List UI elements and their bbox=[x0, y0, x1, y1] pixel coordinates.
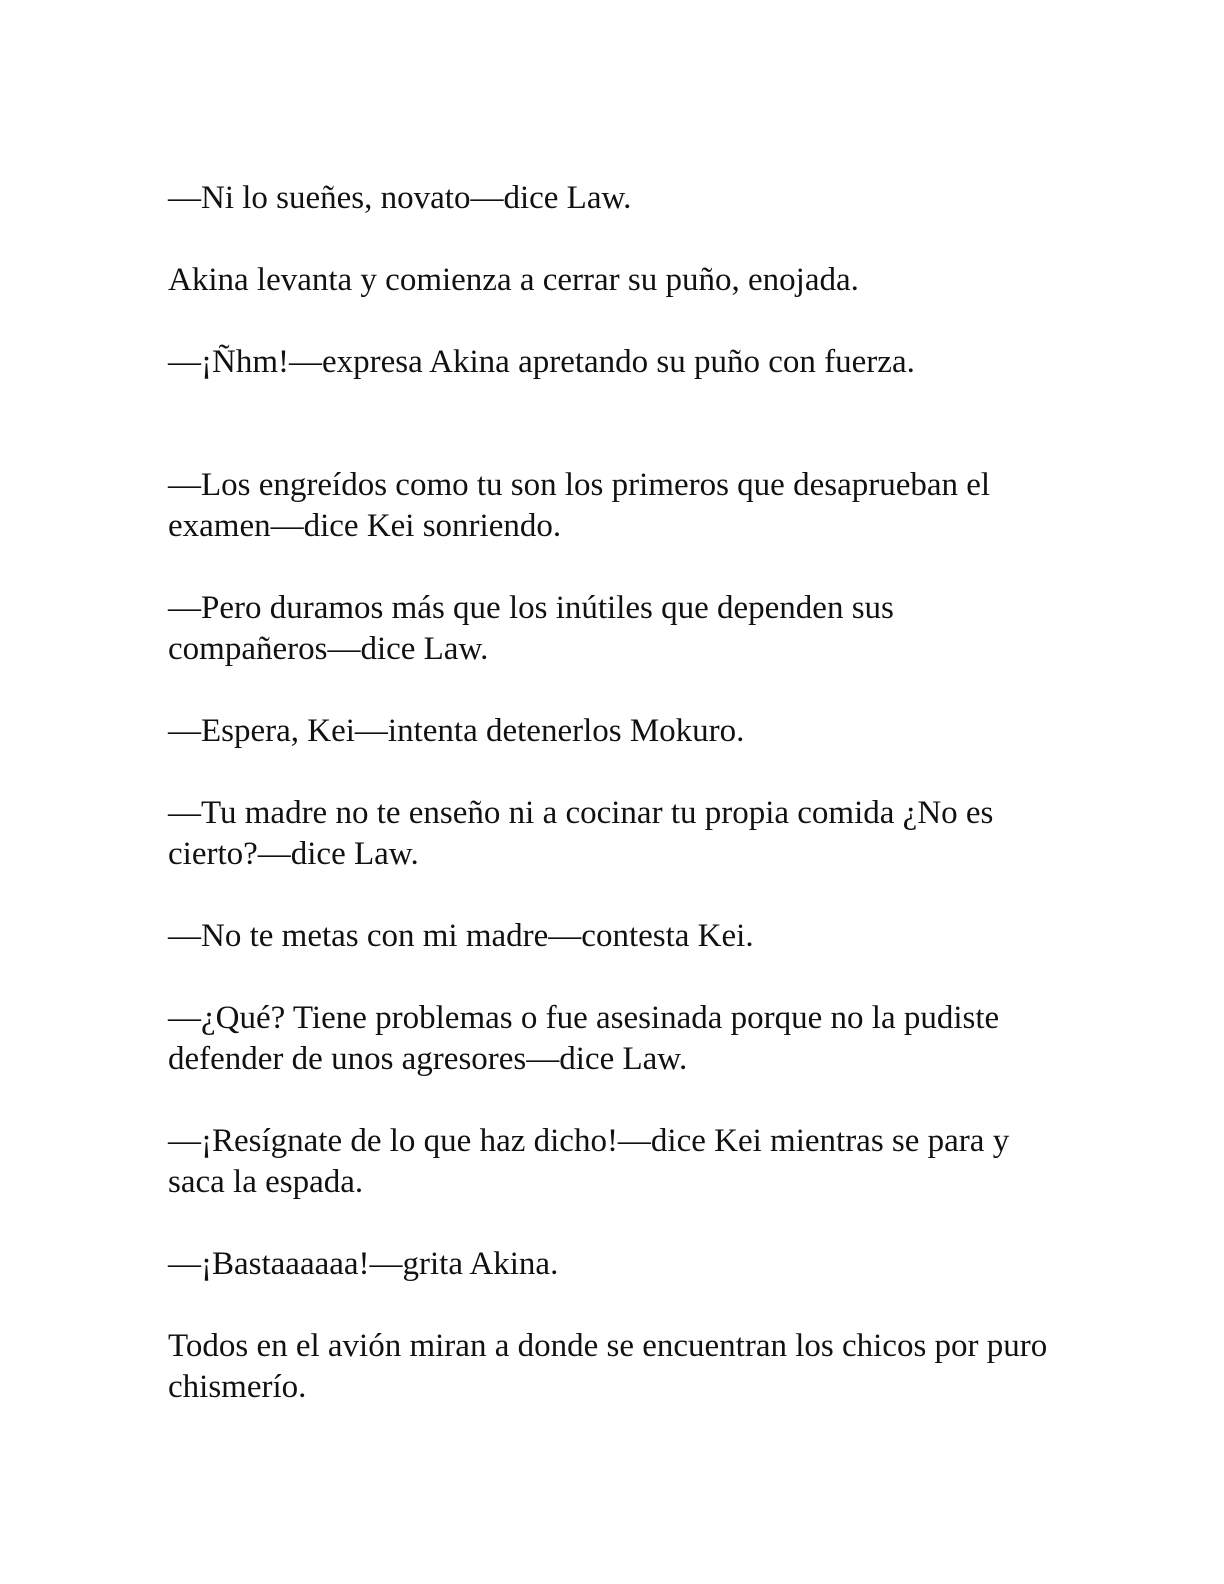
paragraph: —Ni lo sueñes, novato—dice Law. bbox=[168, 180, 632, 216]
paragraph: —¡Bastaaaaaa!—grita Akina. bbox=[168, 1246, 559, 1282]
body-text bbox=[168, 178, 1048, 1408]
paragraph: Todos en el avión miran a donde se encuentran los chicos por puro chismerío. bbox=[168, 1328, 1048, 1405]
paragraph: —Pero duramos más que los inútiles que dependen sus compañeros—dice Law. bbox=[168, 590, 894, 667]
paragraph: —¿Qué? Tiene problemas o fue asesinada porque no la pudiste defender de unos agresores—dice Law. bbox=[168, 1000, 1000, 1077]
paragraph: —Espera, Kei—intenta detenerlos Mokuro. bbox=[168, 713, 745, 749]
paragraph: —¡Ñhm!—expresa Akina apretando su puño con fuerza. bbox=[168, 344, 915, 380]
paragraph: Akina levanta y comienza a cerrar su puño, enojada. bbox=[168, 262, 859, 298]
paragraph: —Los engreídos como tu son los primeros que desaprueban el examen—dice Kei sonriendo. bbox=[168, 467, 991, 544]
paragraph: —No te metas con mi madre—contesta Kei. bbox=[168, 918, 754, 954]
paragraph: —Tu madre no te enseño ni a cocinar tu propia comida ¿No es cierto?—dice Law. bbox=[168, 795, 994, 872]
paragraph: —¡Resígnate de lo que haz dicho!—dice Kei mientras se para y saca la espada. bbox=[168, 1123, 1010, 1200]
